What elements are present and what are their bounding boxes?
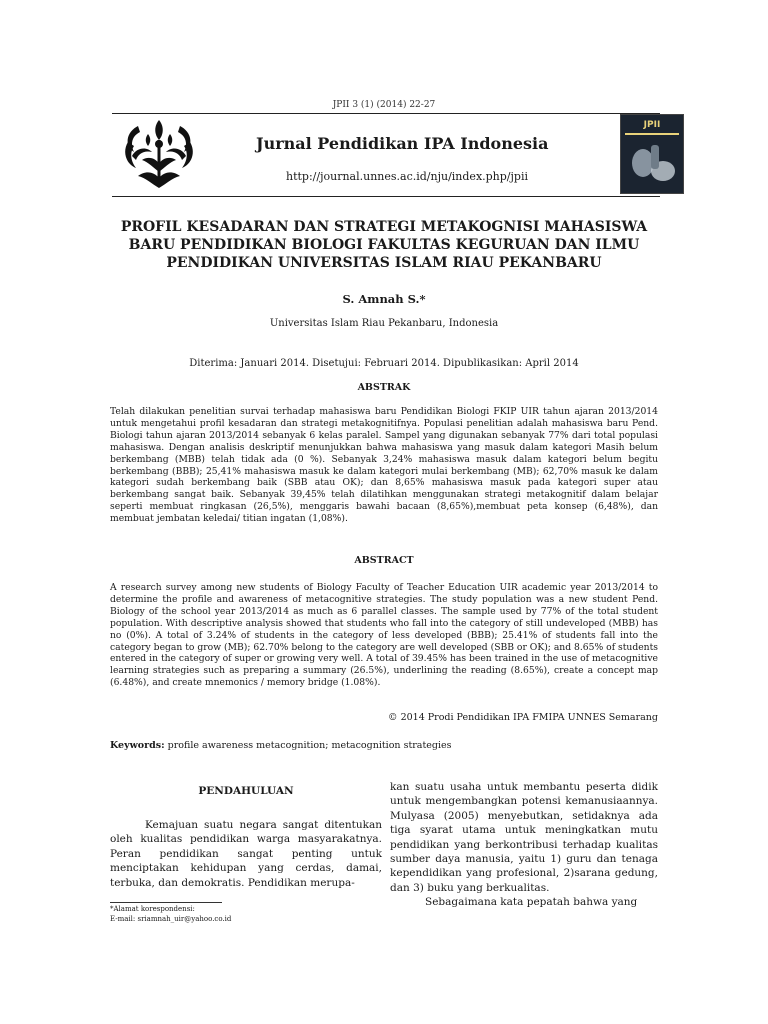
author-name: S. Amnah S.* bbox=[342, 292, 426, 306]
footnote-line: *Alamat korespondensi: bbox=[110, 905, 195, 913]
article-title bbox=[110, 218, 658, 272]
keywords bbox=[110, 740, 658, 751]
footnote-rule bbox=[110, 902, 222, 903]
body-column-left bbox=[110, 818, 382, 890]
unnes-logo-icon bbox=[118, 112, 200, 194]
section-heading: PENDAHULUAN bbox=[198, 785, 294, 797]
title-line: PROFIL KESADARAN DAN STRATEGI METAKOGNISI MAHASISWA bbox=[120, 219, 648, 235]
journal-citation: JPII 3 (1) (2014) 22-27 bbox=[332, 100, 436, 110]
body-column-right bbox=[390, 780, 658, 910]
journal-url[interactable]: http://journal.unnes.ac.id/nju/index.php/jpii bbox=[286, 170, 529, 183]
abstrak-text: Telah dilakukan penelitian survai terhadap mahasiswa baru Pendidikan Biologi FKIP UIR tahun ajaran 2013/2014 untuk mengetahui profil kesadaran dan strategi metakognitifnya. Populasi penelitian adalah mahasiswa baru Pend. Biologi tahun ajaran 2013/2014 sebanyak 6 kelas paralel. Sampel yang digunakan sebanyak 77% dari total populasi mahasiswa. Dengan analisis deskriptif menunjukkan bahwa mahasiswa yang masuk dalam kategori Masih belum berkembang (MBB) telah tidak ada (0 %). Sebanyak 3,24% mahasiswa masuk dalam kategori belum begitu berkembang (BBB); 25,41% mahasiswa masuk ke dalam kategori mulai berkembang (MB); 62,70% masuk ke dalam kategori sudah berkembang baik (SBB atau OK); dan 8,65% mahasiswa masuk pada kategori super atau berkembang sangat baik. Sebanyak 39,45% telah dilatihkan menggunakan strategi metakognitif dalam belajar seperti membuat ringkasan (26,5%), menggaris bawahi bacaan (8,65%),membuat peta konsep (6,48%), dan membuat jembatan keledai/ titian ingatan (1,08%). bbox=[110, 406, 658, 525]
body-paragraph: Sebagaimana kata pepatah bahwa yang bbox=[425, 896, 638, 909]
journal-title: Jurnal Pendidikan IPA Indonesia bbox=[256, 134, 549, 153]
body-paragraph: Kemajuan suatu negara sangat ditentukan oleh kualitas pendidikan warga masyarakatnya. Peran pendidikan sangat penting untuk menciptakan kehidupan yang cerdas, damai, terbuka, dan demokratis. Pendidikan merupa- bbox=[110, 819, 382, 889]
keywords-label: Keywords: bbox=[110, 740, 165, 751]
body-paragraph: kan suatu usaha untuk membantu peserta didik untuk mengembangkan potensi kemanusiaannya. Mulyasa (2005) menyebutkan, setidaknya ada tiga syarat utama untuk meningkatkan mutu pendidikan yang berkontribusi terhadap kualitas sumber daya manusia, yaitu 1) guru dan tenaga kependidikan yang profesional, 2)sarana gedung, dan 3) buku yang berkualitas. bbox=[390, 781, 658, 894]
publication-dates: Diterima: Januari 2014. Disetujui: Februari 2014. Dipublikasikan: April 2014 bbox=[189, 358, 579, 369]
title-line: BARU PENDIDIKAN BIOLOGI FAKULTAS KEGURUAN DAN ILMU bbox=[128, 237, 640, 253]
journal-cover-icon bbox=[620, 114, 684, 194]
cover-label: JPII bbox=[643, 120, 661, 130]
title-line: PENDIDIKAN UNIVERSITAS ISLAM RIAU PEKANBARU bbox=[166, 255, 602, 271]
keywords-text: profile awareness metacognition; metacognition strategies bbox=[167, 740, 452, 751]
author-affiliation: Universitas Islam Riau Pekanbaru, Indonesia bbox=[269, 318, 499, 329]
footnote bbox=[110, 904, 382, 924]
copyright-notice: © 2014 Prodi Pendidikan IPA FMIPA UNNES Semarang bbox=[388, 712, 658, 723]
header-bottom-rule bbox=[112, 196, 660, 197]
abstract-heading: ABSTRACT bbox=[354, 555, 414, 566]
footnote-email: E-mail: sriamnah_uir@yahoo.co.id bbox=[110, 915, 232, 923]
abstract-text: A research survey among new students of Biology Faculty of Teacher Education UIR academic year 2013/2014 to determine the profile and awareness of metacognitive strategies. The study population was a new student Pend. Biology of the school year 2013/2014 as much as 6 parallel classes. The sample used by 77% of the total student population. With descriptive analysis showed that students who fall into the category of still undeveloped (MBB) has no (0%). A total of 3.24% of students in the category of less developed (BBB); 25.41% of students fall into the category began to grow (MB); 62.70% belong to the category are well developed (SBB or OK); and 8.65% of students entered in the category of super or growing very well. A total of 39.45% has been trained in the use of metacognitive learning strategies such as preparing a summary (26.5%), underlining the reading (8.65%), create a concept map (6.48%), and create mnemonics / memory bridge (1.08%). bbox=[110, 582, 658, 689]
abstrak-heading: ABSTRAK bbox=[357, 382, 411, 393]
